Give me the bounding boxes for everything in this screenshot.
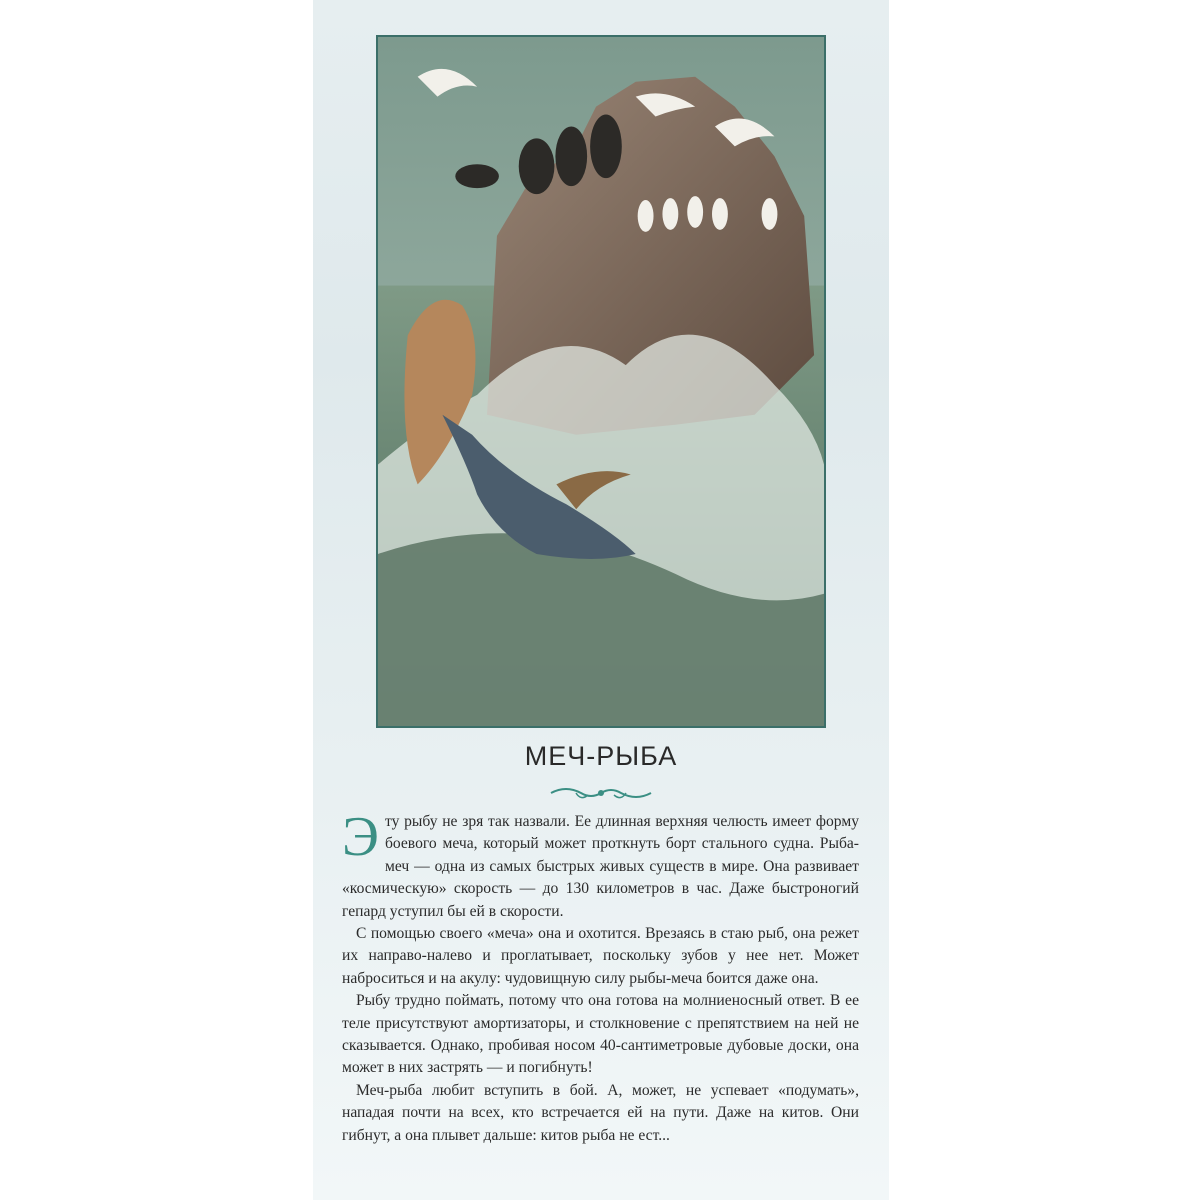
ornament-divider — [546, 781, 656, 805]
paragraph-text: ту рыбу не зря так назвали. Ее длинная верхняя челюсть имеет форму боевого меча, который может проткнуть борт стального судна. Рыба-меч — одна из самых быстрых живых существ в мире. Она развивает «космическую» скорость — до 130 километров в час. Даже быстроногий гепард уступил бы ей в скорости. — [342, 813, 859, 920]
paragraph: С помощью своего «меча» она и охотится. Врезаясь в стаю рыб, она режет их направо-налево и проглатывает, поскольку зубов у нее нет. Может наброситься и на акулу: чудовищную силу рыбы-меча боится даже она. — [342, 925, 859, 987]
paragraph — [342, 806, 859, 923]
page-title: МЕЧ-РЫБА — [524, 741, 678, 771]
body-text — [342, 806, 859, 1147]
illustration-plate — [376, 35, 826, 728]
paragraph: Меч-рыба любит вступить в бой. А, может, не успевает «подумать», нападая почти на всех, кто встречается ей на пути. Даже на китов. Они гибнут, а она плывет дальше: китов рыба не ест... — [342, 1081, 859, 1144]
swordfish-illustration — [378, 37, 824, 726]
book-page — [313, 0, 889, 1200]
drop-cap: Э — [342, 806, 379, 868]
paragraph: Рыбу трудно поймать, потому что она готова на молниеносный ответ. В ее теле присутствуют амортизаторы, и столкновение с препятствием на ней не сказывается. Однако, пробивая носом 40-сантиметровые дубовые доски, она может в них застрять — и погибнуть! — [342, 992, 859, 1077]
